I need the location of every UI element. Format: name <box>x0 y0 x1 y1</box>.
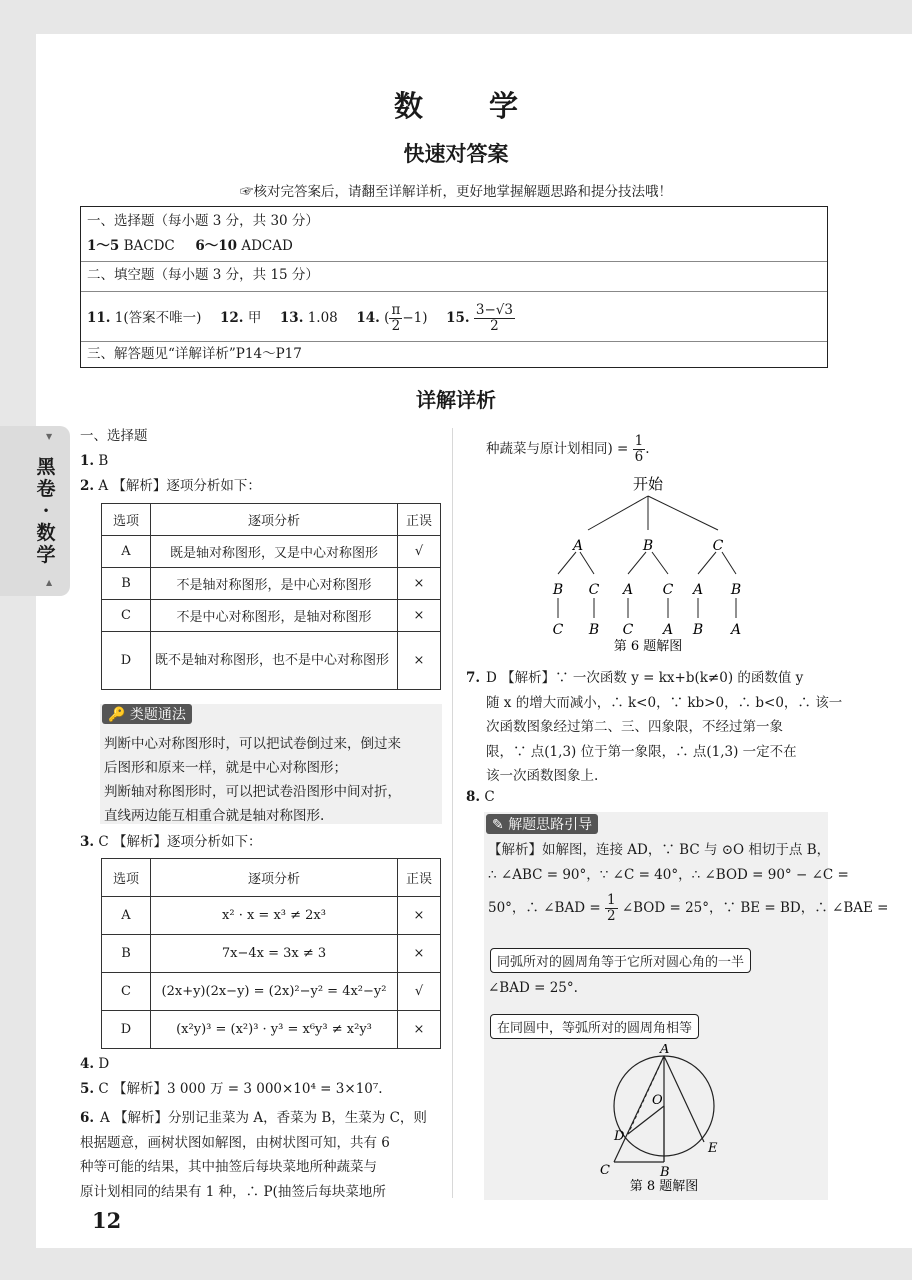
g3-pre: 50°，∴ ∠BAD = <box>488 900 601 916</box>
divider <box>81 291 827 292</box>
column-divider <box>452 428 453 1198</box>
frac-top: 1 <box>634 433 644 449</box>
tree-caption: 第 6 题解图 <box>613 639 683 654</box>
table-cell: 不是中心对称图形，是轴对称图形 <box>151 600 398 632</box>
q13-num: 13. <box>279 310 304 326</box>
table-cell: × <box>398 1011 441 1049</box>
q2-table <box>101 503 441 690</box>
circle-diagram <box>594 1044 744 1194</box>
guide-line: ∴ ∠ABC = 90°，∵ ∠C = 40°，∴ ∠BOD = 90° − ∠C = <box>488 867 849 883</box>
q8 <box>466 789 495 805</box>
circle-point-label: B <box>660 1165 670 1180</box>
table-cell: × <box>398 897 441 935</box>
q8-num: 8. <box>466 789 481 805</box>
guide-line: ∠BAD = 25°. <box>488 980 578 996</box>
solution-guide-box <box>484 812 889 1200</box>
table-cell: C <box>102 600 151 632</box>
q2-num: 2. <box>80 478 95 494</box>
table-cell: D <box>102 1011 151 1049</box>
q6-cont-text: 种蔬菜与原计划相同) = <box>486 441 629 457</box>
tree-node-level2: A <box>692 582 704 598</box>
table-cell: 不是轴对称图形，是中心对称图形 <box>151 568 398 600</box>
q8-answer: C <box>484 789 495 805</box>
q13-answer: 1.08 <box>307 310 338 326</box>
tree-node-level1: A <box>572 538 584 554</box>
table-cell: × <box>398 568 441 600</box>
circle-point-label: D <box>614 1129 625 1144</box>
q14-open: ( <box>384 310 390 326</box>
q2-text: A 【解析】逐项分析如下： <box>98 478 261 494</box>
guide-header <box>486 814 598 834</box>
frac-top: π <box>391 302 401 318</box>
frac-bottom: 2 <box>391 318 401 334</box>
guide-label <box>486 814 598 834</box>
tree-node-level2: C <box>588 582 600 598</box>
table-cell: × <box>398 935 441 973</box>
table-cell: D <box>102 632 151 690</box>
method-tip-header <box>102 704 192 724</box>
q7 <box>466 666 842 789</box>
circle-point-label: A <box>660 1044 670 1057</box>
tip-line: ☞核对完答案后，请翻至详解详析，更好地掌握解题思路和提分技法哦！ <box>240 184 672 200</box>
tree-node-level2: B <box>730 582 742 598</box>
page-title: 数 学 <box>393 89 547 123</box>
table-cell: B <box>102 568 151 600</box>
q3-table <box>101 858 441 1049</box>
triangle-down-icon: ▼ <box>46 432 53 441</box>
circle-point-label: O <box>652 1093 663 1108</box>
table-cell: C <box>102 973 151 1011</box>
quick-answer-box <box>80 206 828 368</box>
circle-point-label: C <box>600 1163 610 1178</box>
q12-answer: 甲 <box>247 310 262 326</box>
frac-top: 1 <box>606 892 616 908</box>
divider <box>81 341 827 342</box>
circle-caption: 第 8 题解图 <box>629 1179 699 1194</box>
q7-line: 限，∵ 点(1,3) 位于第一象限，∴ 点(1,3) 一定不在 <box>486 743 797 760</box>
tree-diagram <box>540 470 780 656</box>
triangle-up-icon: ▲ <box>46 578 53 587</box>
q6 <box>80 1106 427 1204</box>
tree-node-level3: A <box>662 622 674 638</box>
table-header: 正误 <box>398 504 441 536</box>
q6-continuation: 种蔬菜与原计划相同) = $\frac{1}{6}$ . <box>486 433 650 465</box>
q4-answer: D <box>98 1056 110 1072</box>
tree-node-level2: A <box>622 582 634 598</box>
divider <box>81 261 827 262</box>
table-cell: A <box>102 536 151 568</box>
table-header: 选项 <box>102 859 151 897</box>
page-number: 12 <box>92 1208 122 1233</box>
table-cell: × <box>398 600 441 632</box>
q5-num: 5. <box>80 1081 95 1097</box>
q14-num: 14. <box>356 310 380 326</box>
table-cell: (2x+y)(2x−y) = (2x)²−y² = 4x²−y² <box>151 973 398 1011</box>
q7-line: 该一次函数图象上. <box>486 768 599 784</box>
tree-node-level3: C <box>622 622 634 638</box>
q14-fraction <box>389 303 402 334</box>
q14-close: −1) <box>402 310 428 326</box>
table-header: 选项 <box>102 504 151 536</box>
q1-answer: B <box>98 453 109 469</box>
frac-bottom: 2 <box>490 318 499 334</box>
table-cell: √ <box>398 536 441 568</box>
table-cell: A <box>102 897 151 935</box>
s1-label-a: 1～5 <box>87 238 120 254</box>
q5 <box>80 1081 383 1097</box>
table-cell: 既不是轴对称图形，也不是中心对称图形 <box>151 632 398 690</box>
s1-val-a: BACDC <box>123 238 175 254</box>
section3-heading: 三、解答题见“详解详析”P14～P17 <box>87 346 302 362</box>
circle-point-label: E <box>708 1141 718 1156</box>
guide-label-text: 解题思路引导 <box>508 817 593 833</box>
table-cell: (x²y)³ = (x²)³ · y³ = x⁶y³ ≠ x²y³ <box>151 1011 398 1049</box>
section1-heading: 一、选择题（每小题 3 分，共 30 分） <box>87 213 319 229</box>
table-cell: 既是轴对称图形，又是中心对称图形 <box>151 536 398 568</box>
key-icon: 🔑 <box>108 707 126 723</box>
q6-line: 原计划相同的结果有 1 种，∴ P(抽签后每块菜地所 <box>80 1183 386 1200</box>
left-section-heading: 一、选择题 <box>80 428 148 444</box>
section1-answers <box>87 238 821 254</box>
g3-post: ∠BOD = 25°，∵ BE = BD，∴ ∠BAE = <box>621 900 889 916</box>
tree-node-level2: B <box>552 582 564 598</box>
q1-num: 1. <box>80 453 95 469</box>
table-header: 逐项分析 <box>151 859 398 897</box>
q11-num: 11. <box>87 310 111 326</box>
q5-text: C 【解析】3 000 万 = 3 000×10⁴ = 3×10⁷. <box>98 1081 383 1097</box>
table-header: 逐项分析 <box>151 504 398 536</box>
q7-num: 7. <box>466 670 481 686</box>
q7-line: 随 x 的增大而减小，∴ k<0，∵ kb>0，∴ b<0，∴ 该一 <box>486 694 843 711</box>
q4-num: 4. <box>80 1056 95 1072</box>
pencil-icon: ✎ <box>492 817 504 833</box>
q12-num: 12. <box>220 310 244 326</box>
table-cell: B <box>102 935 151 973</box>
tree-root: 开始 <box>632 475 664 493</box>
table-cell: √ <box>398 973 441 1011</box>
tip-line: 判断轴对称图形时，可以把试卷沿图形中间对折， <box>104 784 401 800</box>
q3-text: C 【解析】逐项分析如下： <box>98 834 262 850</box>
q2 <box>80 478 261 494</box>
guide-line: 【解析】如解图，连接 AD，∵ BC 与 ⊙O 相切于点 B， <box>488 842 831 858</box>
q6-line: A 【解析】分别记韭菜为 A，香菜为 B，生菜为 C，则 <box>100 1110 427 1126</box>
tree-node-level3: A <box>730 622 742 638</box>
table-cell: x² · x = x³ ≠ 2x³ <box>151 897 398 935</box>
q7-line: 次函数图象经过第二、三、四象限，不经过第一象 <box>486 719 783 735</box>
callout-equal-arcs: 在同圆中，等弧所对的圆周角相等 <box>490 1014 699 1039</box>
section2-answers <box>87 301 821 335</box>
callout-same-arc: 同弧所对的圆周角等于它所对圆心角的一半 <box>490 948 751 973</box>
tree-node-level3: B <box>692 622 704 638</box>
q6-num: 6. <box>80 1110 95 1126</box>
q6-line: 根据题意，画树状图如解图，由树状图可知，共有 6 <box>80 1134 390 1151</box>
q7-line: D 【解析】∵ 一次函数 y = kx+b(k≠0) 的函数值 y <box>486 670 804 686</box>
q1 <box>80 453 108 469</box>
table-cell: × <box>398 632 441 690</box>
s1-label-b: 6～10 <box>195 238 238 254</box>
tip-line: 判断中心对称图形时，可以把试卷倒过来，倒过来 <box>104 736 401 752</box>
q3 <box>80 834 262 850</box>
q6-fraction <box>633 434 646 465</box>
table-cell: 7x−4x = 3x ≠ 3 <box>151 935 398 973</box>
guide-line <box>488 892 888 924</box>
detail-title: 详解详析 <box>416 388 496 412</box>
answer-subtitle: 快速对答案 <box>403 141 509 166</box>
sidebar-tab <box>0 426 70 596</box>
s1-val-b: ADCAD <box>241 238 293 254</box>
q6-line: 种等可能的结果，其中抽签后每块菜地所种蔬菜与 <box>80 1159 377 1175</box>
tip-label-text: 类题通法 <box>129 707 186 723</box>
section2-heading: 二、填空题（每小题 3 分，共 15 分） <box>87 267 319 283</box>
q15-fraction <box>474 303 515 334</box>
tree-node-level3: B <box>588 622 600 638</box>
frac-bottom: 6 <box>634 449 644 465</box>
sidebar-label: 黑卷·数学 <box>36 456 56 566</box>
g3-fraction <box>605 893 618 924</box>
frac-top: 3−√3 <box>475 302 513 318</box>
method-tip-box <box>100 704 442 824</box>
method-tip-text <box>104 732 401 828</box>
tree-node-level2: C <box>662 582 674 598</box>
tree-node-level1: C <box>712 538 724 554</box>
table-header: 正误 <box>398 859 441 897</box>
q11-answer: 1(答案不唯一) <box>114 310 202 326</box>
q4 <box>80 1056 109 1072</box>
tip-line: 直线两边能互相重合就是轴对称图形. <box>104 808 325 824</box>
tip-line: 后图形和原来一样，就是中心对称图形； <box>104 760 347 776</box>
q3-num: 3. <box>80 834 95 850</box>
method-tip-label <box>102 704 192 724</box>
frac-bottom: 2 <box>606 908 616 924</box>
q15-num: 15. <box>446 310 470 326</box>
tree-node-level1: B <box>642 538 654 554</box>
tree-node-level3: C <box>552 622 564 638</box>
